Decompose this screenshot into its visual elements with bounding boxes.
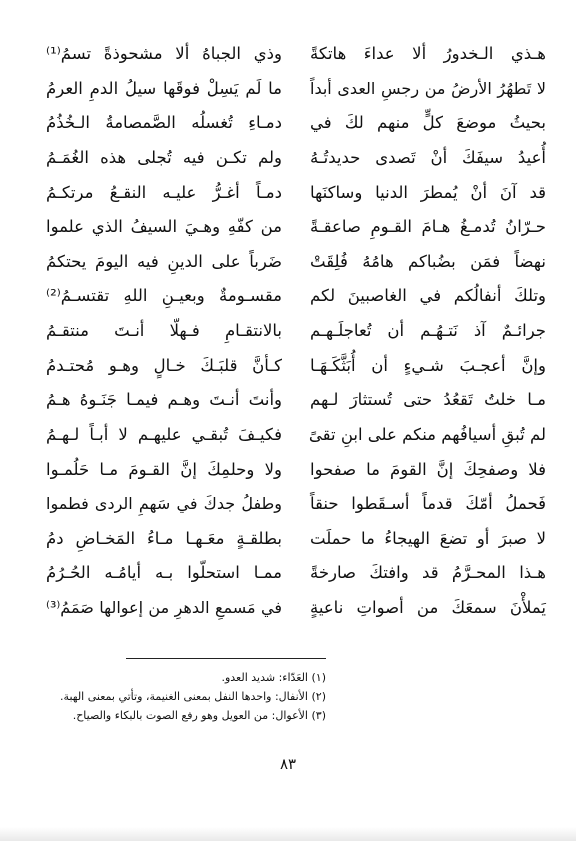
footnote-divider — [126, 658, 326, 659]
verse-first-hemistich: لا صبرَ أو تضعَ الهيجاءُ ما حملَت — [310, 528, 546, 548]
footnote: (٣) الأعوال: من العويل وهو رفع الصوت بالبكاء والصياح. — [72, 709, 326, 722]
footnote: (٢) الأنفال: واحدها النفل بمعنى الغنيمة، وتأتي بمعنى الهبة. — [60, 690, 326, 703]
verse-second-hemistich: ممـا استحلّوا بـه أيامُـه الحُـرُمُ — [46, 563, 282, 583]
verse-line — [46, 317, 546, 345]
verse-second-hemistich: وأنتَ أنـتَ وهـم فيمـا جَنَـوهُ هـمُ — [46, 390, 282, 410]
verse-line — [46, 144, 546, 172]
verse-first-hemistich: فَحملُ أمّكَ قدماً أسـقَطوا حنقاً — [310, 494, 546, 514]
verse-line — [46, 75, 546, 103]
verse-second-hemistich: بالانتقـامِ فـهلّا أنـتَ منتقـمُ — [46, 321, 282, 340]
verse-first-hemistich: حـرّانُ تُدمـغُ هـامَ القـومِ صاعقـةً — [310, 217, 546, 237]
verse-first-hemistich: هـذي الـخدورُ ألا عداءَ هاتكةً — [310, 44, 546, 63]
footnote: (١) العَدّاء: شديد العدو. — [221, 671, 326, 684]
verse-line — [46, 559, 546, 587]
verse-line — [46, 352, 546, 380]
verse-line — [46, 525, 546, 553]
verse-line — [46, 456, 546, 484]
page-number: ٨٣ — [279, 755, 297, 773]
verse-second-hemistich: ضَرباً على الدينِ فيه اليومَ يحتكمُ — [46, 251, 282, 271]
verse-first-hemistich: هـذا المحـرَّمُ قد وافتكَ صارخةً — [310, 563, 546, 583]
verse-line — [46, 179, 546, 207]
verse-line — [46, 40, 546, 68]
poem-verses — [46, 40, 546, 622]
verse-first-hemistich: بحيثُ موضعَ كلٍّ منهم لكَ في — [310, 113, 546, 133]
verse-first-hemistich: نهضاً فمَن بضُباكم هامُهُ فُلِقَتْ — [310, 251, 546, 271]
verse-second-hemistich: وطفلُ جدكَ في سَهمِ الردى فطموا — [46, 494, 282, 514]
verse-first-hemistich: لم تُبقِ أسيافُهم منكم على ابنِ تقىً — [308, 424, 546, 444]
verse-first-hemistich: وتلكَ أنفالُكم في الغاصبينَ لكم — [310, 286, 546, 306]
verse-second-hemistich: مقسـومةٌ وبعيـنِ اللهِ تقتسـمُ⁽²⁾ — [46, 286, 282, 306]
verse-line — [46, 490, 546, 518]
verse-line — [46, 109, 546, 137]
verse-second-hemistich: في مَسمعِ الدهرِ من إعوالها صَمَمُ⁽³⁾ — [46, 598, 282, 617]
verse-second-hemistich: من كفّهِ وهـيَ السيفُ الذي علموا — [46, 217, 282, 237]
verse-second-hemistich: دمـاً أغـرُّ عليـه النقـعُ مرتكـمُ — [46, 182, 282, 202]
verse-first-hemistich: قد آنَ أنْ يُمطرَ الدنيا وساكنَها — [310, 182, 546, 202]
verse-second-hemistich: ولا وحلمِكَ إنَّ القـومَ مـا حَلُمـوا — [46, 459, 282, 479]
verse-second-hemistich: بطلقـةٍ معَـهـا مـاءُ المَخـاضِ دمُ — [46, 528, 282, 548]
verse-first-hemistich: لا تَطهُرُ الأرضُ من رجسِ العدى أبداً — [310, 78, 546, 98]
verse-first-hemistich: مـا خلتُ تَقعُدُ حتى تُستثارَ لـهم — [310, 390, 546, 410]
verse-first-hemistich: جرائـمٌ آذ نَتـهُـم أن تُعاجلَـهـم — [310, 321, 546, 340]
verse-second-hemistich: وذي الجباهُ ألا مشحوذةً تسمُ⁽¹⁾ — [46, 44, 282, 63]
verse-line — [46, 213, 546, 241]
verse-second-hemistich: ما لَم يَسِلْ فوقَها سيلُ الدمِ العرمُ — [46, 78, 282, 98]
verse-line — [46, 248, 546, 276]
verse-second-hemistich: فكيـفَ تُبقـي عليهـم لا أبـاً لـهـمُ — [46, 424, 282, 444]
verse-line — [46, 386, 546, 414]
verse-first-hemistich: فلا وصفحِكَ إنَّ القومَ ما صفحوا — [310, 459, 546, 479]
page-bottom-edge — [0, 827, 576, 841]
verse-first-hemistich: أُعيدُ سيفَكَ أنْ تَصدى حديدتُـهُ — [310, 147, 546, 167]
verse-line — [46, 594, 546, 622]
verse-first-hemistich: يَملأْنَ سمعَكَ من أصواتِ ناعيةٍ — [310, 598, 546, 617]
verse-first-hemistich: وإنَّ أعجـبَ شـيءٍ أن أُبَثَّكَـهَـا — [310, 355, 546, 375]
verse-second-hemistich: دمـاءِ تُغسلُه الصَّمصامةُ الـخُذُمُ — [46, 113, 282, 133]
verse-line — [46, 282, 546, 310]
verse-second-hemistich: كـأنَّ قلبَـكَ خـالٍ وهـو مُحتـدمُ — [46, 355, 282, 375]
verse-line — [46, 421, 546, 449]
verse-second-hemistich: ولم تكـن فيه تُجلى هذه الغُمَـمُ — [46, 147, 282, 167]
footnotes — [26, 668, 326, 725]
